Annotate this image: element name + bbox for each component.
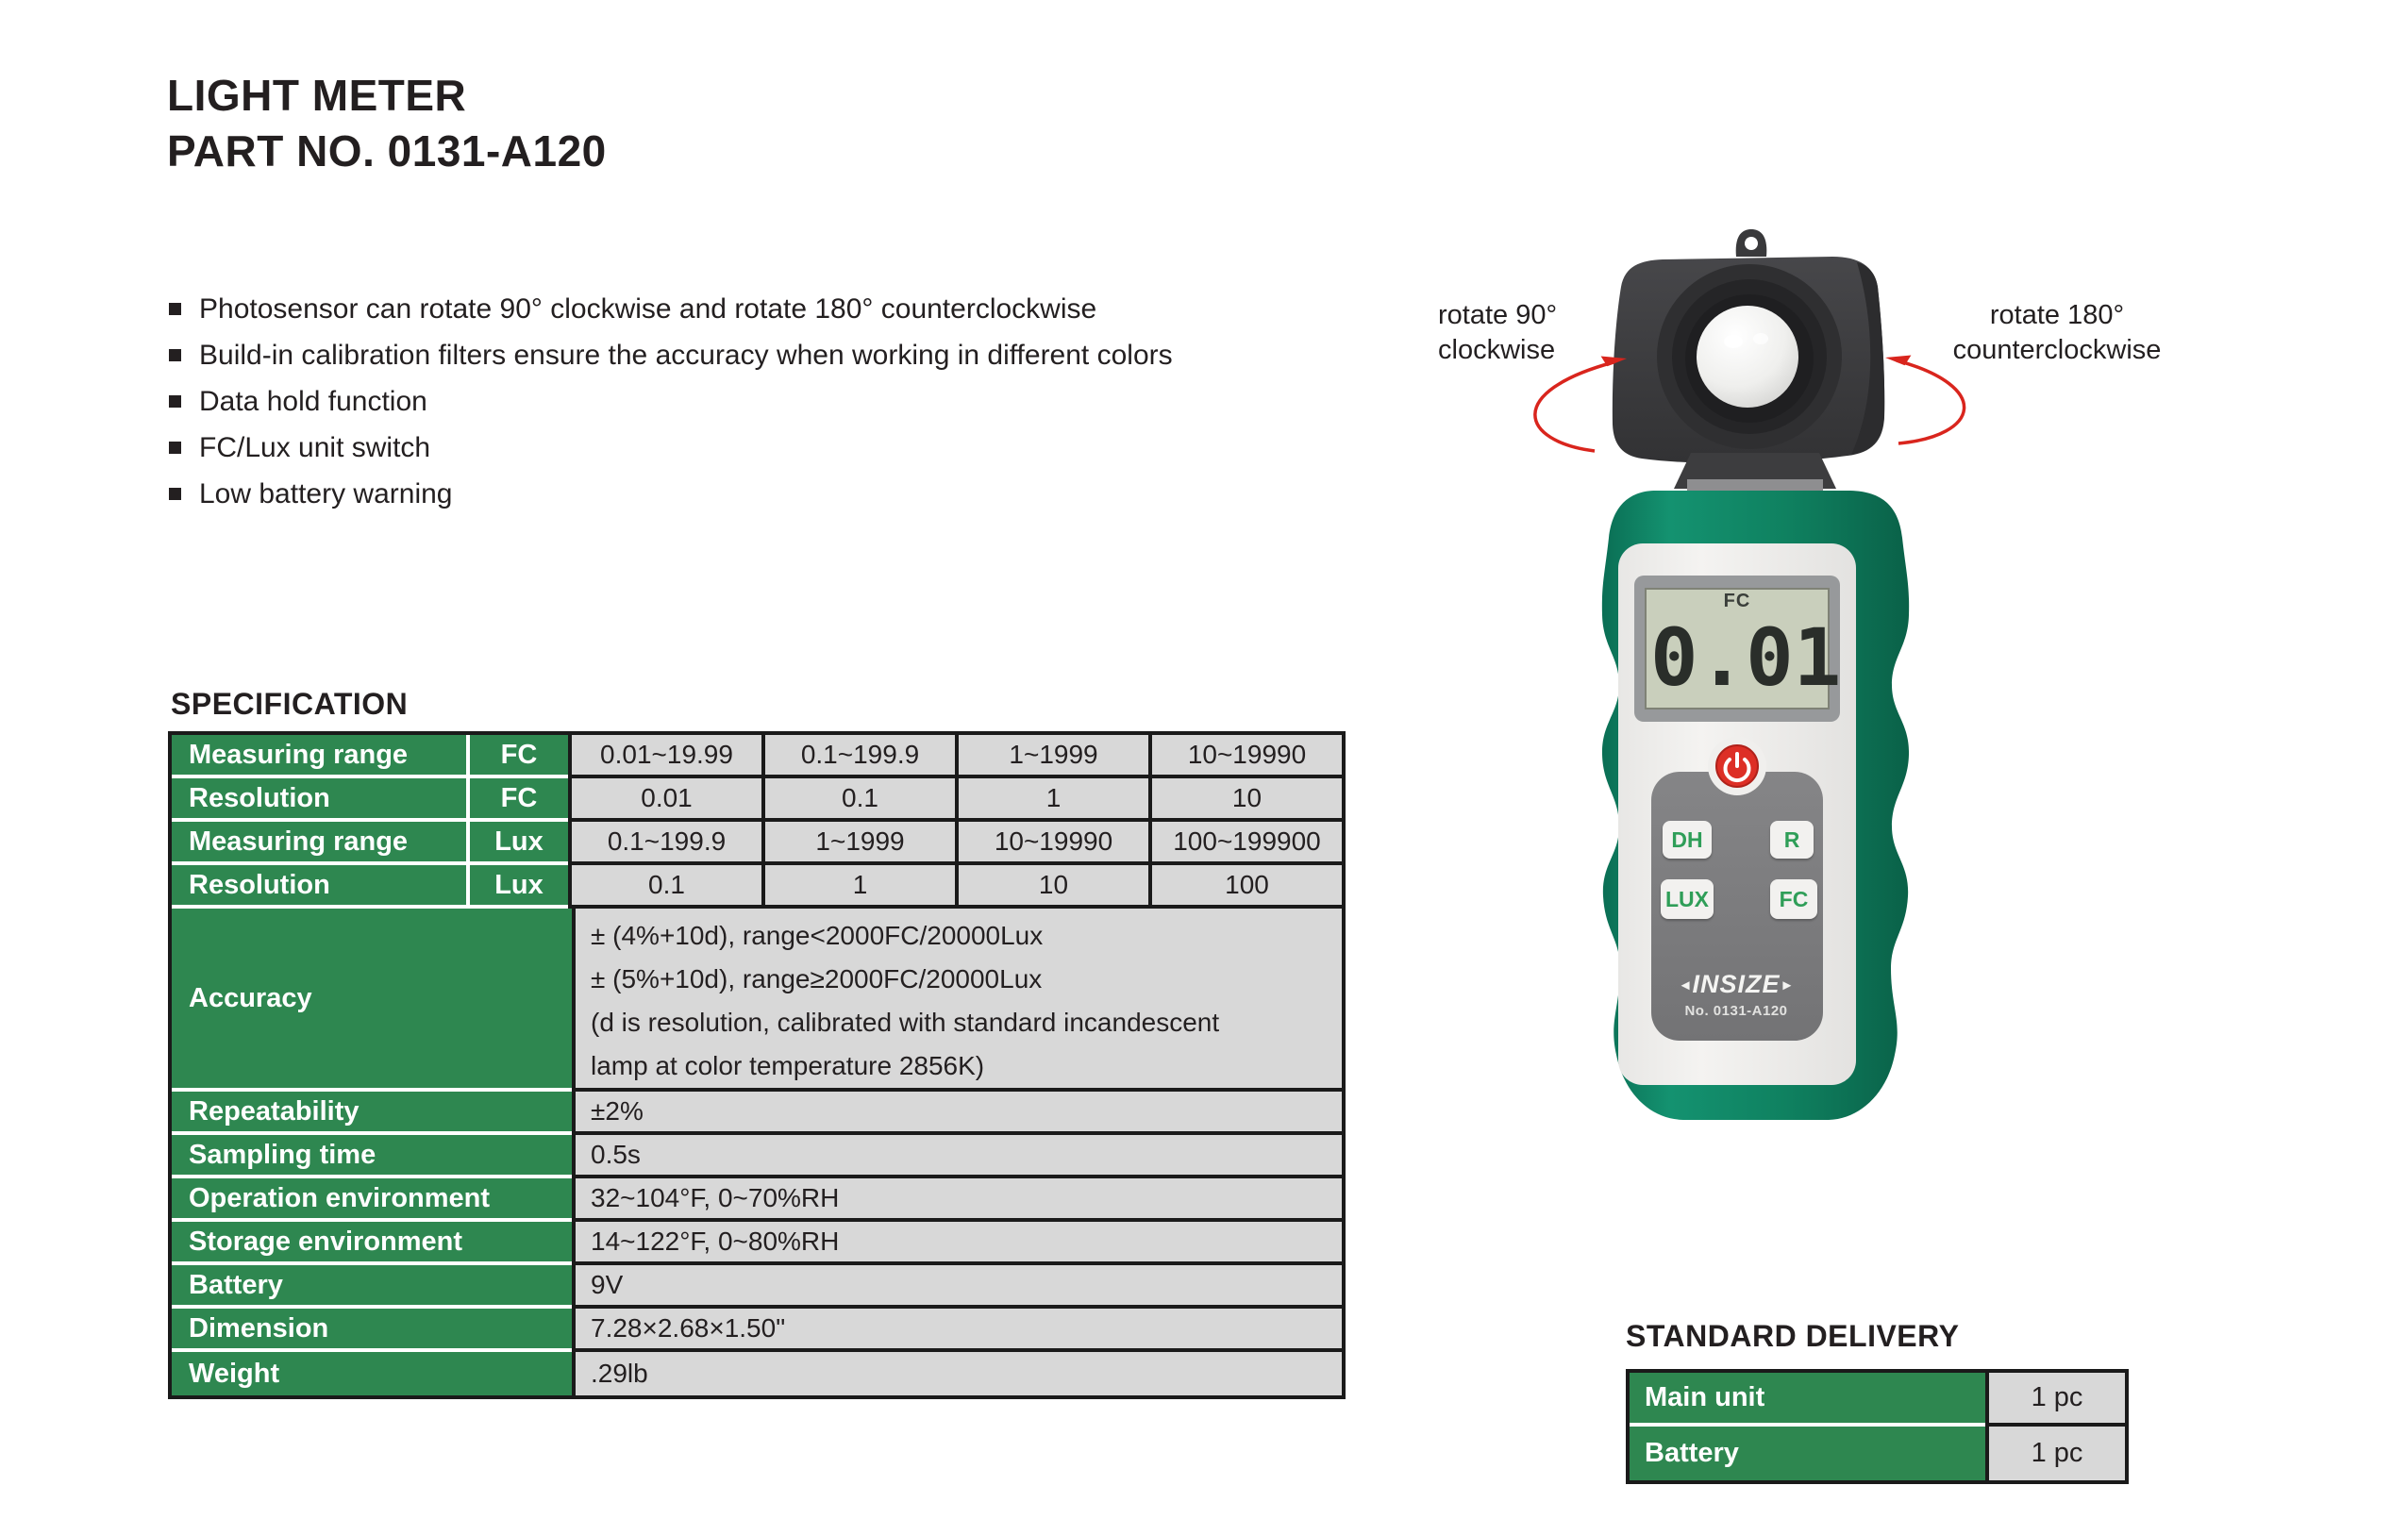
row-value: 0.01~19.99 [568,735,761,778]
model-number: No. 0131-A120 [1684,1003,1788,1019]
row-value: 1~1999 [761,822,955,865]
feature-list [167,286,1280,517]
feature-item [167,378,1280,425]
row-value: 100 [1148,865,1342,909]
bullet-square-icon [169,303,181,315]
page-title [167,68,607,179]
lux-button: LUX [1661,879,1714,919]
feature-item [167,286,1280,332]
device-photo [1415,208,2217,1151]
row-value: 32~104°F, 0~70%RH [572,1178,1342,1222]
delivery-item: Battery [1630,1427,1985,1480]
hanging-loop [1736,229,1767,257]
power-button [1708,737,1766,795]
row-unit: Lux [470,865,568,909]
photosensor-head [1613,257,1884,463]
row-value: .29lb [572,1352,1342,1395]
row-label: Dimension [172,1309,572,1352]
pivot-neck [1674,453,1836,491]
bullet-square-icon [169,488,181,500]
row-unit: FC [470,735,568,778]
table-row [172,1092,1342,1135]
fc-button: FC [1770,879,1817,919]
row-value: 7.28×2.68×1.50" [572,1309,1342,1352]
row-label: Operation environment [172,1178,572,1222]
row-value: 10 [1148,778,1342,822]
row-value: ±2% [572,1092,1342,1135]
row-value: 0.01 [568,778,761,822]
delivery-heading: STANDARD DELIVERY [1626,1319,1960,1353]
rotate-clockwise-arrow [1535,362,1614,451]
delivery-qty: 1 pc [1985,1373,2125,1427]
brand-text: INSIZE [1692,970,1781,998]
table-row-accuracy [172,909,1342,1092]
page-title-line2: PART NO. 0131-A120 [167,126,607,175]
row-value: 0.1 [568,865,761,909]
feature-text: Build-in calibration filters ensure the accuracy when working in different colors [199,340,1173,371]
feature-text: Low battery warning [199,478,453,509]
row-value: 0.1 [761,778,955,822]
row-value: 10 [955,865,1148,909]
row-value: 10~19990 [955,822,1148,865]
row-label: Storage environment [172,1222,572,1265]
row-label: Weight [172,1352,572,1395]
feature-item [167,332,1280,378]
brand-logo [1642,970,1831,999]
row-label: Measuring range [172,735,470,778]
table-row [172,1352,1342,1395]
table-row [172,1265,1342,1309]
row-value: 0.1~199.9 [761,735,955,778]
row-value: 14~122°F, 0~80%RH [572,1222,1342,1265]
bullet-square-icon [169,442,181,454]
accuracy-line: lamp at color temperature 2856K) [591,1051,985,1080]
accuracy-line: ± (5%+10d), range≥2000FC/20000Lux [591,964,1043,993]
annotation-rotate-counterclockwise: rotate 180° counterclockwise [1952,300,2162,365]
row-label: Repeatability [172,1092,572,1135]
accuracy-line: (d is resolution, calibrated with standard incandescent [591,1008,1220,1037]
row-unit: Lux [470,822,568,865]
table-row [172,1309,1342,1352]
rotate-counterclockwise-arrow [1897,360,1965,443]
row-label: Battery [172,1265,572,1309]
delivery-qty: 1 pc [1985,1427,2125,1480]
bullet-square-icon [169,395,181,408]
feature-item [167,425,1280,471]
table-row [172,735,1342,778]
accuracy-line: ± (4%+10d), range<2000FC/20000Lux [591,921,1044,950]
lcd-last-digit: 1 [1793,611,1842,704]
row-value: 1 [955,778,1148,822]
table-row [172,1135,1342,1178]
row-label: Accuracy [172,909,572,1092]
table-row [1630,1427,2125,1480]
lcd-reading [1650,611,1842,704]
logo-right-arrow-icon: ► [1780,977,1795,993]
row-label: Resolution [172,778,470,822]
delivery-table [1626,1369,2129,1484]
feature-text: Data hold function [199,386,427,417]
table-row [172,865,1342,909]
row-label: Measuring range [172,822,470,865]
feature-item [167,471,1280,517]
lcd-main-digits: 0.0 [1650,611,1794,704]
spec-heading: SPECIFICATION [171,687,409,721]
table-row [172,1178,1342,1222]
row-label: Resolution [172,865,470,909]
accuracy-value [572,909,1342,1092]
row-value: 100~199900 [1148,822,1342,865]
row-value: 1~1999 [955,735,1148,778]
table-row [1630,1373,2125,1427]
delivery-item: Main unit [1630,1373,1985,1427]
table-row [172,822,1342,865]
row-unit: FC [470,778,568,822]
row-value: 0.5s [572,1135,1342,1178]
row-label: Sampling time [172,1135,572,1178]
range-button: R [1770,821,1814,859]
bullet-square-icon [169,349,181,361]
page-title-line1: LIGHT METER [167,71,467,120]
table-row [172,1222,1342,1265]
row-value: 0.1~199.9 [568,822,761,865]
data-hold-button: DH [1663,821,1712,859]
row-value: 10~19990 [1148,735,1342,778]
row-value: 9V [572,1265,1342,1309]
sensor-dome [1697,306,1798,408]
annotation-rotate-clockwise: rotate 90° clockwise [1438,300,1558,365]
feature-text: Photosensor can rotate 90° clockwise and rotate 180° counterclockwise [199,293,1097,325]
table-row [172,778,1342,822]
row-value: 1 [761,865,955,909]
spec-table [168,731,1346,1399]
lcd-unit-indicator: FC [1723,591,1751,611]
logo-left-arrow-icon: ◄ [1678,977,1693,993]
feature-text: FC/Lux unit switch [199,432,431,463]
